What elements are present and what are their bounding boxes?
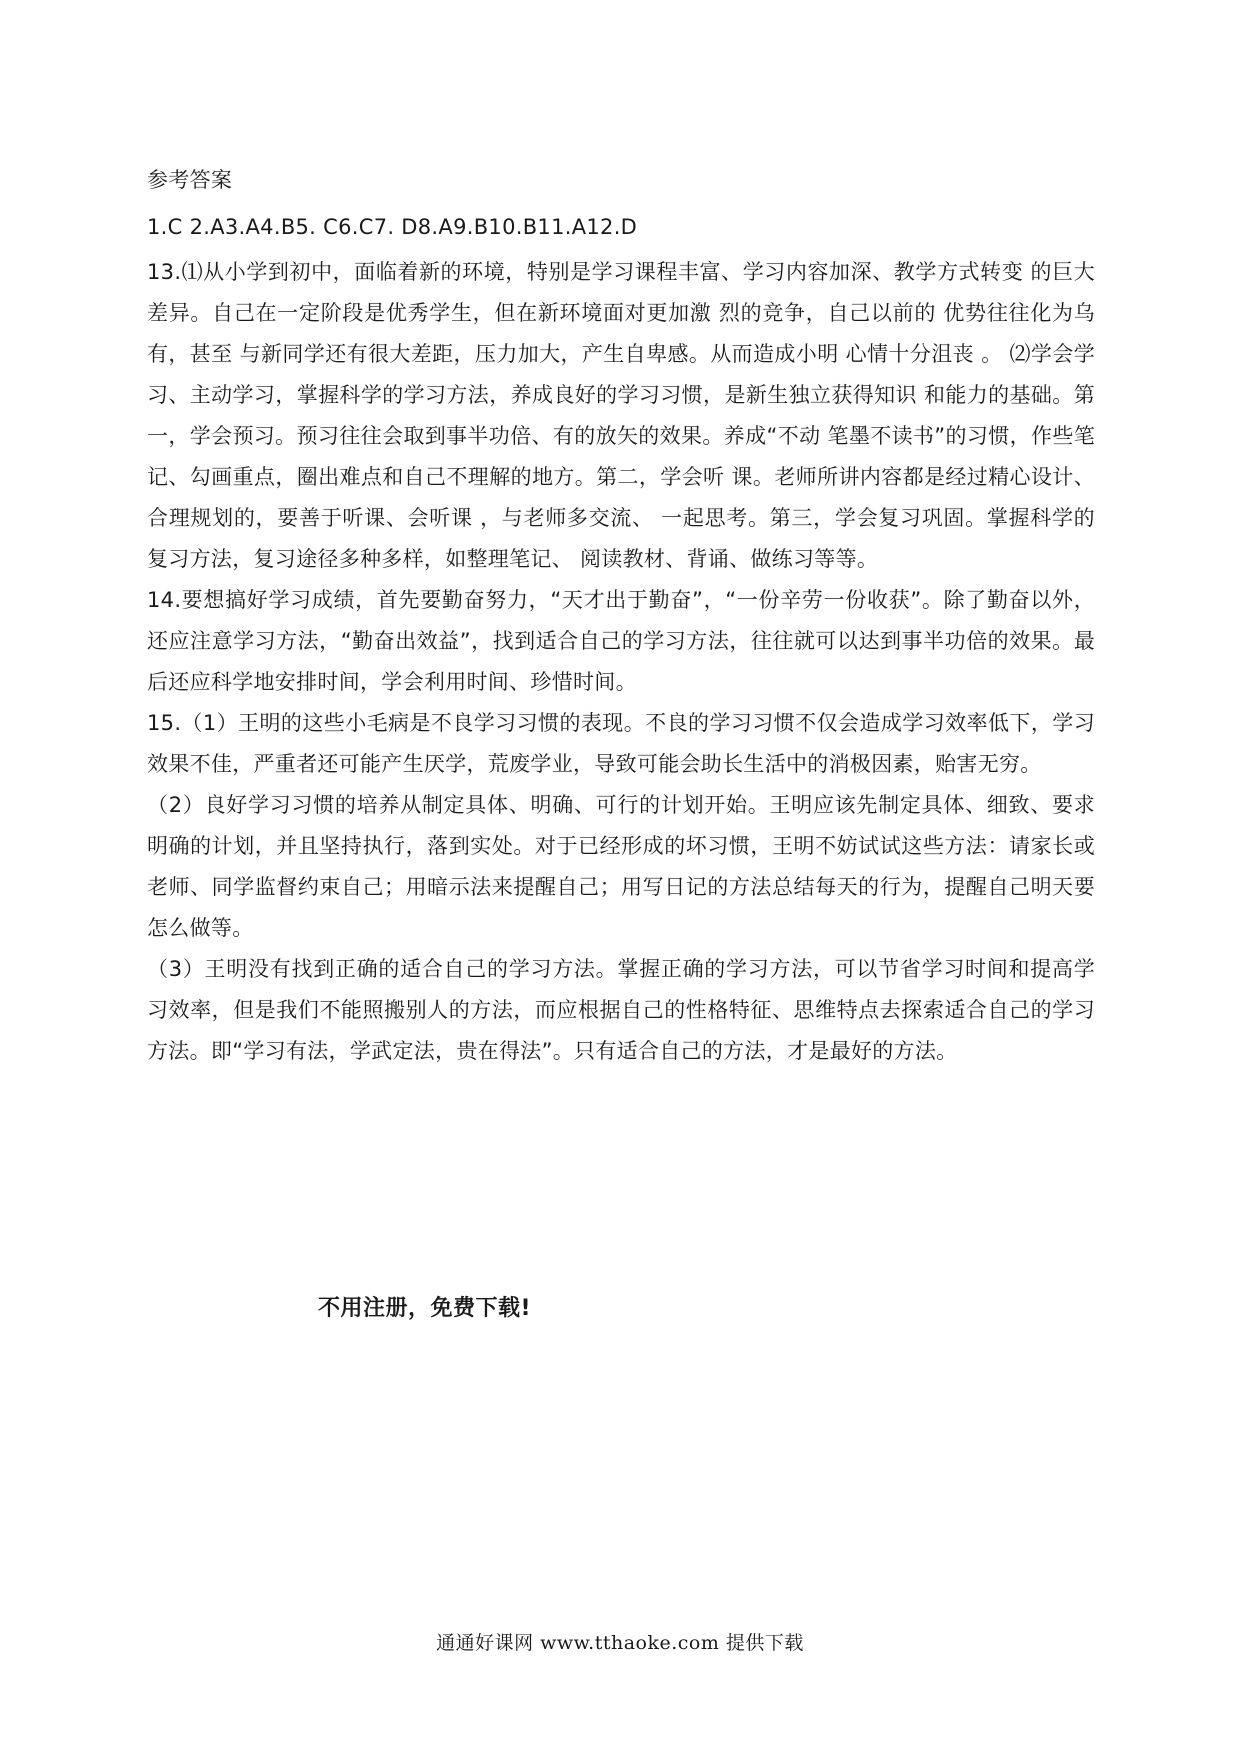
promo-text: 不用注册，免费下载! (318, 1296, 532, 1321)
answer-15-part-3: （3）王明没有找到正确的适合自己的学习方法。掌握正确的学习方法，可以节省学习时间和提高学习效率，但是我们不能照搬别人的方法，而应根据自己的性格特征、思维特点去探索适合自己的学习方法。即“学习有法，学武定法，贵在得法”。只有适合自己的方法，才是最好的方法。 (147, 957, 1095, 1063)
answer-15-part-2: （2）良好学习习惯的培养从制定具体、明确、可行的计划开始。王明应该先制定具体、细致、要求明确的计划，并且坚持执行，落到实处。对于已经形成的坏习惯，王明不妨试试这些方法：请家长或老师、同学监督约束自己；用暗示法来提醒自己；用写日记的方法总结每天的行为，提醒自己明天要怎么做等。 (147, 793, 1095, 940)
answer-13: 13.⑴从小学到初中，面临着新的环境，特别是学习课程丰富、学习内容加深、教学方式转变 的巨大差异。自己在一定阶段是优秀学生，但在新环境面对更加激 烈的竞争，自己以前的 优势往往化为乌有，甚至 与新同学还有很大差距，压力加大，产生自卑感。从而造成小明 心情十分沮丧 。 ⑵学会学习、主动学习，掌握科学的学习方法，养成良好的学习习惯，是新生独立获得知识 和能力的基础。第一，学会预习。预习往往会取到事半功倍、有的放矢的效果。养成“不动 笔墨不读书”的习惯，作些笔记、勾画重点，圈出难点和自己不理解的地方。第二，学会听 课。老师所讲内容都是经过精心设计、合理规划的，要善于听课、会听课 ，与老师多交流、 一起思考。第三，学会复习巩固。掌握科学的复习方法，复习途径多种多样，如整理笔记、 阅读教材、背诵、做练习等等。 (147, 260, 1095, 571)
answer-14: 14.要想搞好学习成绩，首先要勤奋努力，“天才出于勤奋”，“一份辛劳一份收获”。除了勤奋以外，还应注意学习方法，“勤奋出效益”，找到适合自己的学习方法，往往就可以达到事半功倍的效果。最后还应科学地安排时间，学会利用时间、珍惜时间。 (147, 588, 1095, 694)
document-body (147, 160, 1095, 1072)
answer-15-part-1: 15.（1）王明的这些小毛病是不良学习习惯的表现。不良的学习习惯不仅会造成学习效率低下，学习效果不佳，严重者还可能产生厌学，荒废学业，导致可能会助长生活中的消极因素，贻害无穷。 (147, 711, 1095, 776)
page-footer: 通通好课网 www.tthaoke.com 提供下载 (436, 1632, 804, 1654)
answer-key: 1.C 2.A3.A4.B5. C6.C7. D8.A9.B10.B11.A12.D (147, 215, 638, 239)
document-heading: 参考答案 (147, 168, 233, 192)
